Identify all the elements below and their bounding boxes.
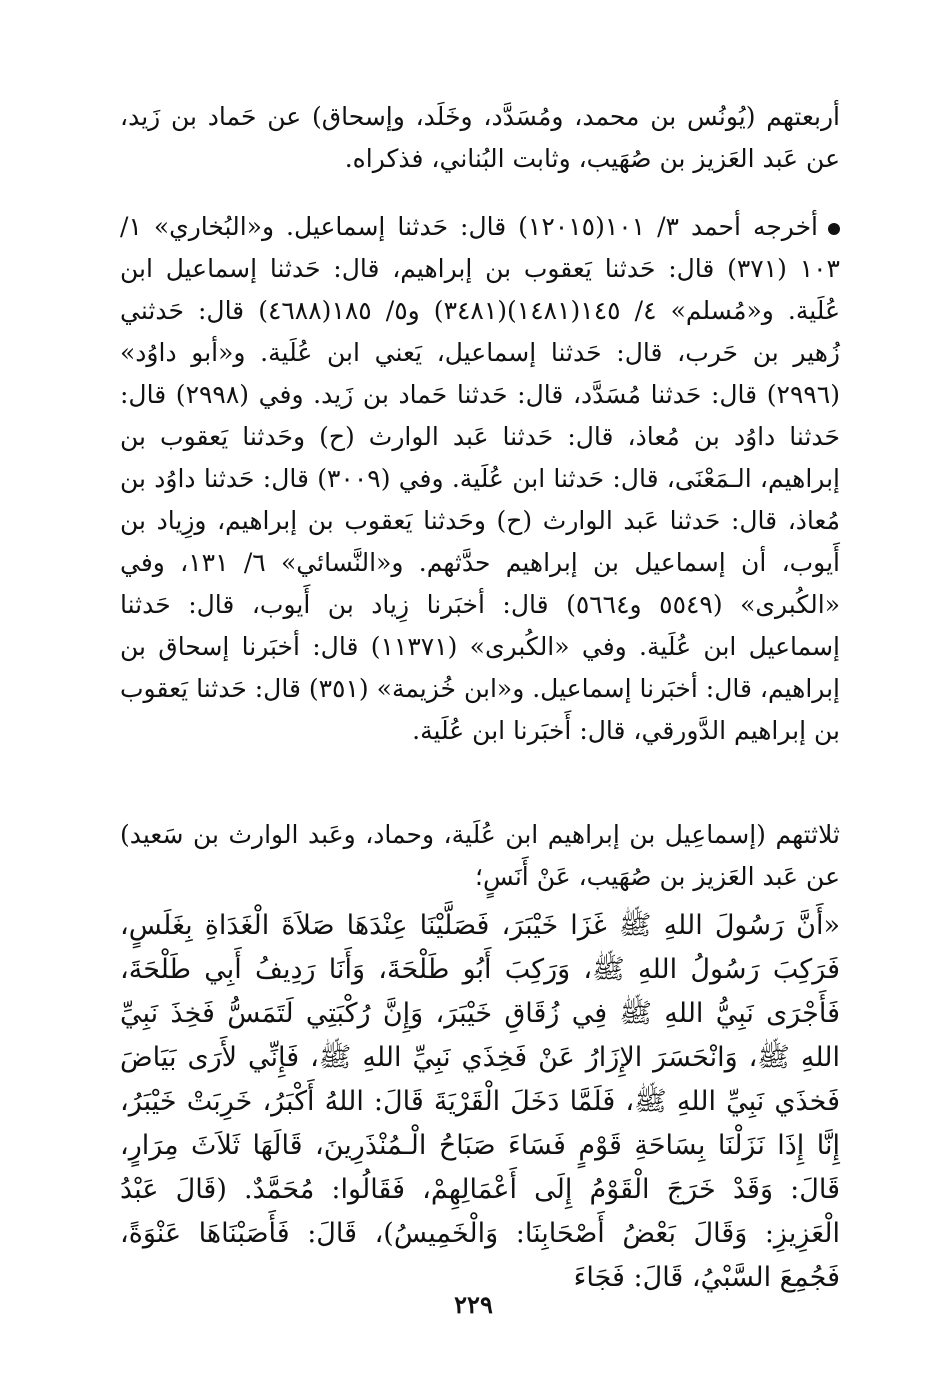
page-number: ٢٢٩ <box>454 1290 493 1319</box>
chain-paragraph: ثلاثتهم (إسماعِيل بن إبراهيم ابن عُلَية، وحماد، وعَبد الوارث بن سَعيد) عن عَبد العَزيز بن صُهَيب، عَنْ أَنَسٍ؛ <box>120 820 840 891</box>
intro-paragraph: أربعتهم (يُونُس بن محمد، ومُسَدَّد، وخَلَد، وإسحاق) عن حَماد بن زَيد، عن عَبد العَزيز بن صُهَيب، وثابت البُناني، فذكراه. <box>120 102 840 173</box>
takhrij-paragraph <box>120 206 840 794</box>
bullet-icon <box>828 223 840 235</box>
takhrij-text: أخرجه أحمد ٣/ ١٠١(١٢٠١٥) قال: حَدثنا إسماعيل. و«البُخاري» ١/ ١٠٣ (٣٧١) قال: حَدثنا يَعقوب بن إبراهيم، قال: حَدثنا إسماعيل ابن عُلَية. و«مُسلم» ٤/ ١٤٥(١٤٨١)(٣٤٨١) و٥/ ١٨٥(٤٦٨٨) قال: حَدثني زُهير بن حَرب، قال: حَدثنا إسماعيل، يَعني ابن عُلَية. و«أبو داوُد» (٢٩٩٦) قال: حَدثنا مُسَدَّد، قال: حَدثنا حَماد بن زَيد. وفي (٢٩٩٨) قال: حَدثنا داوُد بن مُعاذ، قال: حَدثنا عَبد الوارث (ح) وحَدثنا يَعقوب بن إبراهيم، الـمَعْنَى، قال: حَدثنا ابن عُلَية. وفي (٣٠٠٩) قال: حَدثنا داوُد بن مُعاذ، قال: حَدثنا عَبد الوارث (ح) وحَدثنا يَعقوب بن إبراهيم، وزِياد بن أَيوب، أن إسماعيل بن إبراهيم حدَّثهم. و«النَّسائي» ٦/ ١٣١، وفي «الكُبرى» (٥٥٤٩ و٥٦٦٤) قال: أخبَرنا زِياد بن أَيوب، قال: حَدثنا إسماعيل ابن عُلَية. وفي «الكُبرى» (١١٣٧١) قال: أخبَرنا إسحاق بن إبراهيم، قال: أخبَرنا إسماعيل. و«ابن خُزيمة» (٣٥١) قال: حَدثنا يَعقوب بن إبراهيم الدَّورقي، قال: أَخبَرنا ابن عُلَية. <box>120 212 841 745</box>
page-body <box>120 96 841 1293</box>
hadith-paragraph: «أَنَّ رَسُولَ اللهِ ﷺ غَزَا خَيْبَرَ، فَصَلَّيْنَا عِنْدَهَا صَلاَةَ الْغَدَاةِ بِغَلَسٍ، فَرَكِبَ رَسُولُ اللهِ ﷺ، وَرَكِبَ أَبُو طَلْحَةَ، وَأَنَا رَدِيفُ أَبِي طَلْحَةَ، فَأَجْرَى نَبِيُّ اللهِ ﷺ فِي زُقَاقِ خَيْبَرَ، وَإِنَّ رُكْبَتِي لَتَمَسُّ فَخِذَ نَبِيِّ اللهِ ﷺ، وَانْحَسَرَ الإِزَارُ عَنْ فَخِذَي نَبِيِّ اللهِ ﷺ، فَإِنِّي لأَرَى بَيَاضَ فَخذَي نَبِيِّ اللهِ ﷺ، فَلَمَّا دَخَلَ الْقَرْيَةَ قَالَ: اللهُ أَكْبَرُ، خَرِبَتْ خَيْبَرُ، إِنَّا إِذَا نَزَلْنَا بِسَاحَةِ قَوْمٍ فَسَاءَ صَبَاحُ الْـمُنْذَرِينَ، قَالَهَا ثَلاَثَ مِرَارٍ، قَالَ: وَقَدْ خَرَجَ الْقَوْمُ إِلَى أَعْمَالِهِمْ، فَقَالُوا: مُحَمَّدٌ. (قَالَ عَبْدُ الْعَزِيزِ: وَقَالَ بَعْضُ أَصْحَابِنَا: وَالْخَمِيسُ)، قَالَ: فَأَصَبْنَاهَا عَنْوَةً، فَجُمِعَ السَّبْيُ، قَالَ: فَجَاءَ <box>120 910 840 1293</box>
